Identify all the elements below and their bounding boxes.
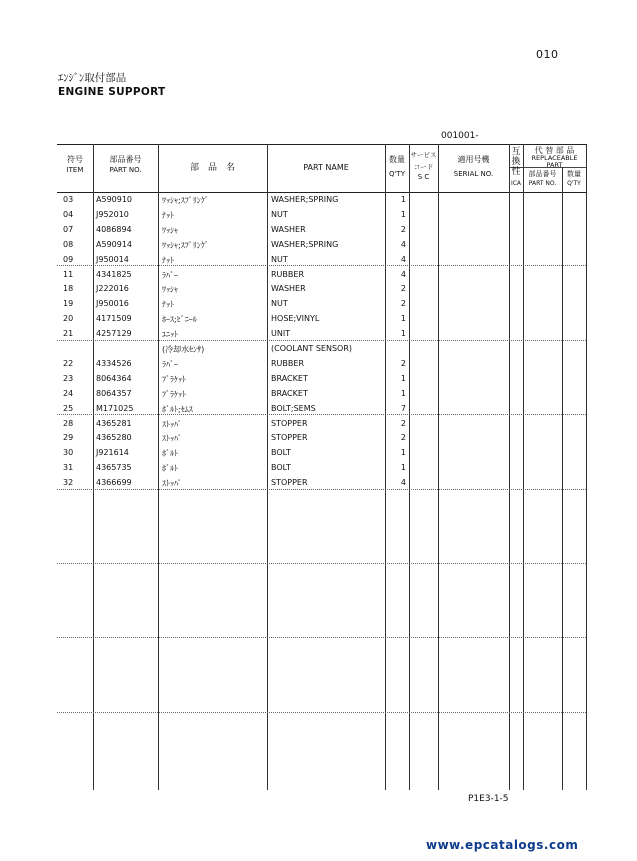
row-item: 19 [63,299,74,309]
row-name-jp: ﾜｯｼｬ;ｽﾌﾟﾘﾝｸﾞ [162,240,209,250]
group-separator [57,712,586,713]
row-name-en: WASHER;SPRING [271,195,339,204]
row-item: 09 [63,254,74,264]
row-name-jp: ﾜｯｼｬ;ｽﾌﾟﾘﾝｸﾞ [162,196,209,205]
table-row [0,419,637,434]
row-part-no: 4086894 [96,224,132,234]
row-name-en: WASHER [271,224,306,234]
row-part-no: 4257129 [96,329,132,339]
table-header-rule [57,192,586,193]
row-part-no: 4171509 [96,314,132,324]
row-qty: 1 [400,329,406,339]
row-qty: 1 [400,463,406,473]
row-name-jp: ﾅｯﾄ [162,210,174,220]
header-replaceable [523,146,586,169]
group-separator [57,637,586,638]
table-row [0,255,637,270]
row-qty: 1 [400,373,406,383]
header-ica-jp: 互換性 [511,147,521,177]
row-item: 03 [63,195,74,204]
row-name-en: RUBBER [271,269,305,279]
header-qty [385,155,409,179]
row-item: 20 [63,314,74,324]
row-name-jp: ﾎﾞﾙﾄ;ｾﾑｽ [162,404,193,414]
row-name-en: RUBBER [271,358,305,368]
header-repl-en2: PART [546,161,563,169]
header-service-jp2: コード [413,163,434,171]
table-row [0,329,637,344]
row-name-jp: ﾎﾞﾙﾄ [162,449,178,459]
row-item: 22 [63,358,74,368]
row-name-en: STOPPER [271,418,308,428]
table-row [0,463,637,478]
group-separator [57,563,586,564]
header-item-en: ITEM [66,166,84,174]
row-part-no: J950016 [96,299,129,309]
table-row [0,344,637,359]
table-row [0,433,637,448]
header-qty-en: Q'TY [389,170,405,178]
row-part-no: J921614 [96,448,129,458]
header-service-jp1: サービス [410,151,437,159]
row-name-jp: ﾌﾞﾗｹｯﾄ [162,374,186,384]
table-row [0,478,637,493]
table-row [0,374,637,389]
header-serial-jp: 適用号機 [457,155,490,164]
table-row [0,389,637,404]
row-name-jp: ﾗﾊﾞｰ [162,359,178,369]
row-item: 24 [63,388,74,398]
header-name-jp: 部 品 名 [189,163,235,173]
row-name-jp: ｽﾄｯﾊﾟ [162,419,182,429]
row-part-no: 4365281 [96,418,132,428]
row-name-jp: ﾕﾆｯﾄ [162,330,178,340]
row-name-en: NUT [271,254,288,264]
header-partno-jp: 部品番号 [109,155,142,164]
row-item: 18 [63,284,74,294]
row-qty: 4 [400,478,406,488]
row-name-jp: ﾅｯﾄ [162,300,174,310]
row-qty: 2 [400,358,406,368]
row-item: 32 [63,478,74,488]
row-name-en: BOLT;SEMS [271,403,316,413]
row-name-jp: ﾗﾊﾞｰ [162,270,178,280]
row-name-jp: ｽﾄｯﾊﾟ [162,479,182,489]
row-qty: 1 [400,195,406,204]
header-serial [438,155,509,179]
row-part-no: J950014 [96,254,129,264]
row-name-en: STOPPER [271,433,308,443]
row-qty: 4 [400,269,406,279]
row-name-jp: ﾜｯｼｬ [162,225,178,235]
header-item-jp: 符号 [67,155,83,164]
row-name-en: HOSE;VINYL [271,314,320,324]
row-item: 08 [63,239,74,249]
header-repl-jp: 代 替 部 品 [534,146,575,155]
table-row [0,195,637,210]
serial-range: 001001- [441,131,479,141]
header-qty-jp: 数量 [389,155,405,164]
row-qty: 1 [400,314,406,324]
row-name-jp: ﾅｯﾄ [162,255,174,265]
row-item: 29 [63,433,74,443]
table-row [0,284,637,299]
row-item: 21 [63,329,74,339]
row-qty: 2 [400,418,406,428]
row-part-no: 8064357 [96,388,132,398]
row-qty: 2 [400,433,406,443]
header-serial-en: SERIAL NO. [453,170,494,178]
row-name-en: STOPPER [271,478,308,488]
table-row [0,240,637,255]
row-item: 23 [63,373,74,383]
row-qty: 1 [400,388,406,398]
row-part-no: A590914 [96,239,133,249]
row-name-en: BRACKET [271,373,308,383]
row-name-en: UNIT [271,329,291,339]
header-partno [93,155,158,175]
row-name-en: BRACKET [271,388,308,398]
header-item [57,155,93,175]
row-name-en: NUT [271,299,288,309]
header-ica-en: ICA [510,180,522,187]
row-name-en: WASHER;SPRING [271,239,339,249]
row-part-no: 8064364 [96,373,132,383]
table-row [0,270,637,285]
table-row [0,404,637,419]
header-repl-qty [562,170,586,188]
row-item: 11 [63,269,74,279]
footer-page-code: P1E3-1-5 [468,794,509,804]
row-name-en: NUT [271,209,288,219]
row-qty: 4 [400,239,406,249]
header-partno-en: PART NO. [109,166,142,174]
header-service-en: S C [417,173,430,181]
row-name-en: WASHER [271,284,306,294]
row-part-no: J222016 [96,284,129,294]
row-name-jp: (冷却水ｾﾝｻ) [162,345,205,354]
row-name-en: (COOLANT SENSOR) [271,344,352,353]
row-qty: 4 [400,254,406,264]
header-repl-partno-jp: 部品番号 [528,170,557,178]
row-name-en: BOLT [271,448,291,458]
row-part-no: 4365280 [96,433,132,443]
row-qty: 7 [400,403,406,413]
header-repl-en1: REPLACEABLE [531,154,578,162]
row-qty: 2 [400,224,406,234]
table-row [0,299,637,314]
row-qty: 2 [400,284,406,294]
row-item: 04 [63,209,74,219]
row-qty: 1 [400,448,406,458]
row-part-no: M171025 [96,403,134,413]
table-row [0,448,637,463]
row-name-jp: ﾜｯｼｬ [162,285,178,295]
table-top-rule [57,144,586,145]
row-item: 31 [63,463,74,473]
row-name-jp: ﾎﾞﾙﾄ [162,464,178,474]
table-row [0,225,637,240]
row-part-no: J952010 [96,209,129,219]
header-repl-qty-en: Q'TY [567,180,581,187]
page-number: 010 [536,48,559,61]
row-name-jp: ｽﾄｯﾊﾟ [162,434,182,444]
row-item: 25 [63,403,74,413]
row-item: 28 [63,418,74,428]
row-item: 07 [63,224,74,234]
page-title: ENGINE SUPPORT [58,86,166,98]
row-part-no: 4366699 [96,478,132,488]
row-name-jp: ﾎｰｽ;ﾋﾞﾆｰﾙ [162,315,197,325]
row-part-no: 4341825 [96,269,132,279]
header-ica [509,147,523,189]
row-item: 30 [63,448,74,458]
row-name-en: BOLT [271,463,291,473]
table-row [0,210,637,225]
table-row [0,359,637,374]
table-row [0,314,637,329]
row-qty: 2 [400,299,406,309]
header-repl-partno [523,170,562,188]
page-title-jp: ｴﾝｼﾞﾝ取付部品 [58,72,127,84]
row-qty: 1 [400,209,406,219]
watermark: www.epcatalogs.com [426,838,579,852]
header-name-en: PART NAME [303,163,349,172]
header-service [409,152,438,181]
row-part-no: A590910 [96,195,133,204]
row-part-no: 4334526 [96,358,132,368]
row-name-jp: ﾌﾞﾗｹｯﾄ [162,389,186,399]
header-repl-partno-en: PART NO. [528,180,557,187]
row-part-no: 4365735 [96,463,132,473]
header-repl-qty-jp: 数量 [567,170,581,178]
